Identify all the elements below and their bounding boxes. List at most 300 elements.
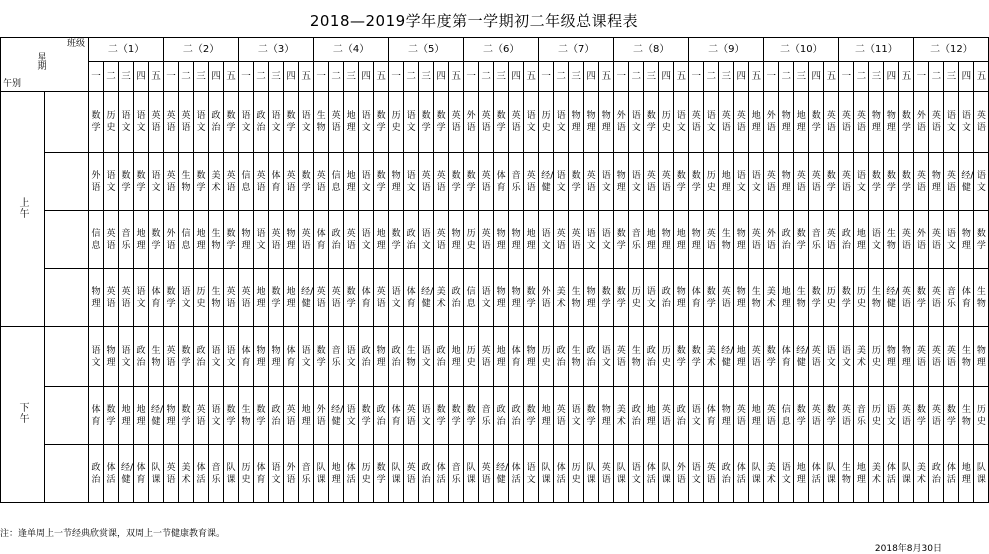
subject-text: 队课 xyxy=(151,462,161,485)
subject-text: 美术 xyxy=(766,286,776,309)
subject-text: 政治 xyxy=(196,345,206,368)
subject-text: 体活 xyxy=(106,462,116,485)
subject-text: 数学 xyxy=(601,286,611,309)
subject-cell xyxy=(599,327,614,387)
subject-cell xyxy=(944,387,959,445)
subject-text: 数学 xyxy=(946,404,956,427)
subject-cell xyxy=(254,387,269,445)
subject-text: 英语 xyxy=(226,286,236,309)
subject-text: 生物 xyxy=(871,286,881,309)
subject-text: 语文 xyxy=(541,228,551,251)
subject-cell xyxy=(284,327,299,387)
subject-text: 语文 xyxy=(946,111,956,133)
subject-cell xyxy=(104,327,119,387)
subject-cell xyxy=(749,153,764,211)
subject-text: 生物 xyxy=(181,170,191,193)
subject-cell xyxy=(944,327,959,387)
period-label-cell xyxy=(45,387,89,445)
subject-text: 物理 xyxy=(451,228,461,251)
subject-text: 英语 xyxy=(661,404,671,427)
subject-cell xyxy=(284,445,299,503)
subject-text: 信息 xyxy=(331,170,341,193)
subject-cell xyxy=(554,269,569,327)
subject-text: 地理 xyxy=(781,286,791,309)
subject-text: 英语 xyxy=(721,286,731,309)
subject-cell xyxy=(419,92,434,153)
subject-cell xyxy=(794,445,809,503)
subject-cell xyxy=(689,211,704,269)
subject-text: 体育 xyxy=(691,286,701,309)
subject-text: 地理 xyxy=(676,228,686,251)
subject-text: 英语 xyxy=(706,462,716,485)
subject-text: 体育 xyxy=(91,404,101,427)
subject-cell xyxy=(239,211,254,269)
subject-text: 体活 xyxy=(511,462,521,485)
subject-text: 语文 xyxy=(136,111,146,133)
subject-text: 体育 xyxy=(406,286,416,309)
subject-cell xyxy=(764,269,779,327)
subject-text: 英语 xyxy=(196,404,206,427)
subject-cell xyxy=(524,153,539,211)
subject-text: 英语 xyxy=(451,111,461,133)
weekday-header xyxy=(899,62,914,92)
subject-cell xyxy=(974,269,989,327)
class-header xyxy=(914,38,989,62)
weekday-header-text: 二 xyxy=(781,71,792,82)
subject-cell xyxy=(719,387,734,445)
subject-cell xyxy=(629,327,644,387)
subject-cell xyxy=(419,445,434,503)
subject-cell xyxy=(719,269,734,327)
subject-text: 数学 xyxy=(526,286,536,309)
class-header-text: 二（6） xyxy=(482,44,520,55)
weekday-header-text: 三 xyxy=(121,71,131,82)
subject-text: 体活 xyxy=(736,462,746,485)
subject-text: 历史 xyxy=(826,286,836,309)
subject-text: 地理 xyxy=(496,345,506,368)
subject-text: 数学 xyxy=(826,404,836,427)
subject-cell xyxy=(959,445,974,503)
subject-text: 信息 xyxy=(241,170,251,193)
class-header xyxy=(389,38,464,62)
subject-cell xyxy=(119,92,134,153)
weekday-header-text: 二 xyxy=(331,71,341,82)
subject-cell xyxy=(149,269,164,327)
subject-cell xyxy=(509,269,524,327)
subject-text: 音乐 xyxy=(811,228,821,251)
subject-cell xyxy=(824,211,839,269)
weekday-header xyxy=(854,62,869,92)
subject-text: 美术 xyxy=(766,462,776,485)
weekday-header-text: 三 xyxy=(796,71,807,82)
weekday-header-text: 五 xyxy=(301,71,311,82)
subject-cell xyxy=(344,211,359,269)
subject-text: 物理 xyxy=(886,345,896,368)
subject-text: 队课 xyxy=(976,462,986,485)
subject-cell xyxy=(809,445,824,503)
subject-cell xyxy=(449,327,464,387)
subject-text: 物理 xyxy=(676,286,686,309)
subject-cell xyxy=(554,92,569,153)
subject-text: 语文 xyxy=(136,286,146,309)
subject-cell xyxy=(524,92,539,153)
subject-text: 数学 xyxy=(106,404,116,427)
subject-text: 英语 xyxy=(751,345,761,368)
subject-cell xyxy=(899,269,914,327)
subject-cell xyxy=(794,92,809,153)
subject-text: 数学 xyxy=(826,170,836,193)
weekday-header xyxy=(149,62,164,92)
subject-cell xyxy=(464,92,479,153)
subject-text: 英语 xyxy=(226,170,236,193)
subject-text: 经/健 xyxy=(421,286,434,309)
subject-text: 政治 xyxy=(931,462,941,485)
subject-cell xyxy=(254,269,269,327)
weekday-header-text: 四 xyxy=(136,71,146,82)
weekday-header-text: 三 xyxy=(496,71,506,82)
subject-text: 经/健 xyxy=(961,170,974,193)
subject-cell xyxy=(119,211,134,269)
subject-cell xyxy=(839,327,854,387)
subject-text: 数学 xyxy=(886,170,896,193)
subject-text: 语文 xyxy=(151,170,161,193)
subject-text: 物理 xyxy=(241,228,251,251)
subject-cell xyxy=(434,153,449,211)
subject-text: 英语 xyxy=(931,111,941,133)
subject-text: 经/健 xyxy=(121,462,134,485)
subject-text: 语文 xyxy=(121,111,131,133)
subject-text: 地理 xyxy=(526,228,536,251)
subject-text: 音乐 xyxy=(451,462,461,485)
subject-cell xyxy=(659,153,674,211)
subject-text: 英语 xyxy=(241,286,251,309)
subject-text: 美术 xyxy=(181,462,191,485)
subject-cell xyxy=(899,211,914,269)
subject-cell xyxy=(164,327,179,387)
subject-cell xyxy=(794,387,809,445)
subject-text: 英语 xyxy=(931,345,941,368)
subject-text: 语文 xyxy=(121,345,131,368)
subject-text: 美术 xyxy=(616,404,626,427)
weekday-header-text: 四 xyxy=(811,71,822,82)
subject-text: 地理 xyxy=(121,404,131,427)
subject-cell xyxy=(359,211,374,269)
subject-cell xyxy=(764,211,779,269)
subject-text: 物理 xyxy=(976,345,986,368)
subject-text: 语文 xyxy=(226,345,236,368)
weekday-header-text: 二 xyxy=(706,71,716,82)
subject-cell xyxy=(344,92,359,153)
subject-cell xyxy=(854,387,869,445)
subject-cell xyxy=(614,211,629,269)
subject-cell xyxy=(524,387,539,445)
subject-text: 政治 xyxy=(331,228,341,251)
subject-text: 物理 xyxy=(91,286,101,309)
subject-text: 体育 xyxy=(316,228,326,251)
subject-cell xyxy=(209,445,224,503)
subject-cell xyxy=(509,387,524,445)
subject-cell xyxy=(689,269,704,327)
subject-text: 历史 xyxy=(241,462,251,485)
weekday-header xyxy=(779,62,794,92)
subject-text: 英语 xyxy=(931,404,941,427)
period-label-cell xyxy=(45,269,89,327)
subject-cell xyxy=(284,153,299,211)
subject-text: 历史 xyxy=(856,286,866,309)
subject-cell xyxy=(194,445,209,503)
subject-text: 物理 xyxy=(736,286,746,309)
subject-text: 英语 xyxy=(421,170,431,193)
weekday-header xyxy=(749,62,764,92)
subject-text: 地理 xyxy=(646,228,656,251)
subject-cell xyxy=(494,153,509,211)
subject-text: 语文 xyxy=(301,111,311,133)
subject-text: 数学 xyxy=(376,170,386,193)
weekday-header-text: 四 xyxy=(886,71,897,82)
subject-cell xyxy=(524,445,539,503)
subject-text: 数学 xyxy=(421,111,431,133)
subject-text: 体活 xyxy=(811,462,821,485)
subject-cell xyxy=(209,211,224,269)
subject-text: 美术 xyxy=(871,462,881,485)
class-header-text: 二（10） xyxy=(779,44,823,55)
subject-text: 队课 xyxy=(226,462,236,485)
subject-cell xyxy=(974,92,989,153)
weekday-header xyxy=(419,62,434,92)
weekday-header xyxy=(509,62,524,92)
subject-text: 地理 xyxy=(331,462,341,485)
subject-text: 英语 xyxy=(721,111,731,133)
subject-cell xyxy=(269,153,284,211)
subject-text: 语文 xyxy=(946,228,956,251)
subject-cell xyxy=(764,387,779,445)
subject-text: 外语 xyxy=(541,286,551,309)
subject-cell xyxy=(749,269,764,327)
subject-cell xyxy=(824,269,839,327)
subject-cell xyxy=(119,269,134,327)
subject-cell xyxy=(944,211,959,269)
subject-cell xyxy=(719,92,734,153)
subject-text: 语文 xyxy=(601,228,611,251)
subject-text: 地理 xyxy=(451,345,461,368)
subject-text: 英语 xyxy=(436,170,446,193)
subject-text: 英语 xyxy=(481,170,491,193)
subject-cell xyxy=(914,445,929,503)
weekday-header xyxy=(284,62,299,92)
subject-cell xyxy=(224,387,239,445)
class-header xyxy=(89,38,164,62)
subject-cell xyxy=(749,445,764,503)
subject-cell xyxy=(104,92,119,153)
subject-text: 队课 xyxy=(586,462,596,485)
weekday-header-text: 二 xyxy=(631,71,641,82)
subject-cell xyxy=(794,327,809,387)
subject-text: 语文 xyxy=(751,170,761,193)
subject-cell xyxy=(89,92,104,153)
subject-text: 数学 xyxy=(796,404,806,427)
subject-text: 数学 xyxy=(676,345,686,368)
subject-text: 英语 xyxy=(826,111,836,133)
subject-cell xyxy=(554,387,569,445)
subject-text: 体育 xyxy=(271,170,281,193)
subject-cell xyxy=(854,153,869,211)
subject-cell xyxy=(404,445,419,503)
subject-cell xyxy=(779,211,794,269)
subject-cell xyxy=(839,92,854,153)
subject-cell xyxy=(269,327,284,387)
subject-cell xyxy=(389,92,404,153)
subject-cell xyxy=(314,269,329,327)
subject-cell xyxy=(539,445,554,503)
subject-cell xyxy=(584,327,599,387)
subject-text: 英语 xyxy=(946,345,956,368)
subject-text: 英语 xyxy=(931,228,941,251)
weekday-header-text: 一 xyxy=(616,71,626,82)
subject-cell xyxy=(899,153,914,211)
subject-text: 体活 xyxy=(946,462,956,485)
class-header xyxy=(239,38,314,62)
class-header-text: 二（7） xyxy=(558,44,595,55)
weekday-header-text: 一 xyxy=(166,71,176,82)
subject-text: 英语 xyxy=(841,111,851,133)
subject-text: 英语 xyxy=(901,286,911,309)
subject-cell xyxy=(419,211,434,269)
subject-text: 地理 xyxy=(301,404,311,427)
page-title: 2018—2019学年度第一学期初二年级总课程表 xyxy=(309,12,639,30)
subject-cell xyxy=(884,92,899,153)
subject-cell xyxy=(899,387,914,445)
subject-text: 英语 xyxy=(646,170,656,193)
subject-cell xyxy=(854,327,869,387)
subject-text: 队课 xyxy=(391,462,401,485)
subject-text: 体育 xyxy=(391,404,401,427)
weekday-header xyxy=(569,62,584,92)
subject-cell xyxy=(719,211,734,269)
subject-cell xyxy=(284,211,299,269)
subject-text: 物理 xyxy=(106,345,116,368)
subject-text: 体活 xyxy=(556,462,566,485)
subject-text: 数学 xyxy=(451,404,461,427)
subject-text: 语文 xyxy=(961,111,971,133)
subject-text: 政治 xyxy=(361,345,371,368)
subject-cell xyxy=(314,387,329,445)
subject-text: 英语 xyxy=(571,228,581,251)
subject-text: 数学 xyxy=(166,286,176,309)
subject-cell xyxy=(914,387,929,445)
subject-text: 英语 xyxy=(556,228,566,251)
subject-text: 语文 xyxy=(781,462,791,485)
subject-text: 英语 xyxy=(766,170,776,193)
subject-cell xyxy=(89,445,104,503)
subject-text: 物理 xyxy=(901,345,911,368)
subject-cell xyxy=(269,269,284,327)
subject-text: 音乐 xyxy=(511,170,521,193)
weekday-header xyxy=(929,62,944,92)
subject-text: 队课 xyxy=(751,462,761,485)
subject-cell xyxy=(254,153,269,211)
subject-cell xyxy=(569,211,584,269)
subject-cell xyxy=(329,387,344,445)
subject-text: 体育 xyxy=(511,345,521,368)
subject-text: 英语 xyxy=(826,228,836,251)
subject-cell xyxy=(299,269,314,327)
subject-cell xyxy=(404,387,419,445)
subject-text: 英语 xyxy=(916,170,926,193)
subject-cell xyxy=(329,269,344,327)
subject-cell xyxy=(404,92,419,153)
weekday-header xyxy=(494,62,509,92)
subject-text: 政治 xyxy=(136,345,146,368)
subject-cell xyxy=(479,92,494,153)
weekday-header xyxy=(239,62,254,92)
subject-text: 数学 xyxy=(706,286,716,309)
subject-cell xyxy=(329,153,344,211)
weekday-header xyxy=(374,62,389,92)
subject-text: 生物 xyxy=(886,228,896,251)
subject-text: 语文 xyxy=(841,345,851,368)
subject-cell xyxy=(494,211,509,269)
weekday-header xyxy=(734,62,749,92)
subject-text: 体活 xyxy=(436,462,446,485)
half-label-morning-text: 上午 xyxy=(17,196,28,219)
subject-text: 语文 xyxy=(631,462,641,485)
weekday-header-text: 五 xyxy=(451,71,461,82)
class-header-text: 二（9） xyxy=(708,44,745,55)
subject-text: 语文 xyxy=(571,404,581,427)
subject-cell xyxy=(104,153,119,211)
subject-text: 数学 xyxy=(226,111,236,133)
subject-cell xyxy=(209,269,224,327)
subject-cell xyxy=(224,153,239,211)
subject-cell xyxy=(614,153,629,211)
subject-text: 政治 xyxy=(631,404,641,427)
weekday-header-text: 五 xyxy=(826,71,837,82)
subject-text: 政治 xyxy=(271,404,281,427)
weekday-header-text: 五 xyxy=(151,71,161,82)
subject-cell xyxy=(164,387,179,445)
subject-text: 政治 xyxy=(721,462,731,485)
subject-cell xyxy=(299,153,314,211)
subject-cell xyxy=(434,445,449,503)
subject-cell xyxy=(959,153,974,211)
subject-cell xyxy=(854,92,869,153)
subject-text: 历史 xyxy=(661,345,671,368)
subject-text: 语文 xyxy=(211,404,221,427)
subject-text: 体育 xyxy=(286,345,296,368)
subject-text: 外语 xyxy=(166,228,176,251)
subject-cell xyxy=(809,269,824,327)
subject-cell xyxy=(884,269,899,327)
subject-text: 英语 xyxy=(406,404,416,427)
subject-text: 英语 xyxy=(856,111,866,133)
subject-text: 音乐 xyxy=(856,404,866,427)
period-label-cell xyxy=(45,327,89,387)
subject-cell xyxy=(554,445,569,503)
subject-cell xyxy=(929,327,944,387)
subject-cell xyxy=(629,153,644,211)
subject-text: 物理 xyxy=(376,345,386,368)
subject-text: 物理 xyxy=(511,286,521,309)
subject-text: 英语 xyxy=(151,111,161,133)
subject-cell xyxy=(914,92,929,153)
subject-text: 音乐 xyxy=(121,228,131,251)
subject-cell xyxy=(299,445,314,503)
subject-cell xyxy=(734,445,749,503)
subject-cell xyxy=(959,269,974,327)
subject-cell xyxy=(494,445,509,503)
subject-cell xyxy=(269,92,284,153)
subject-text: 数学 xyxy=(901,170,911,193)
